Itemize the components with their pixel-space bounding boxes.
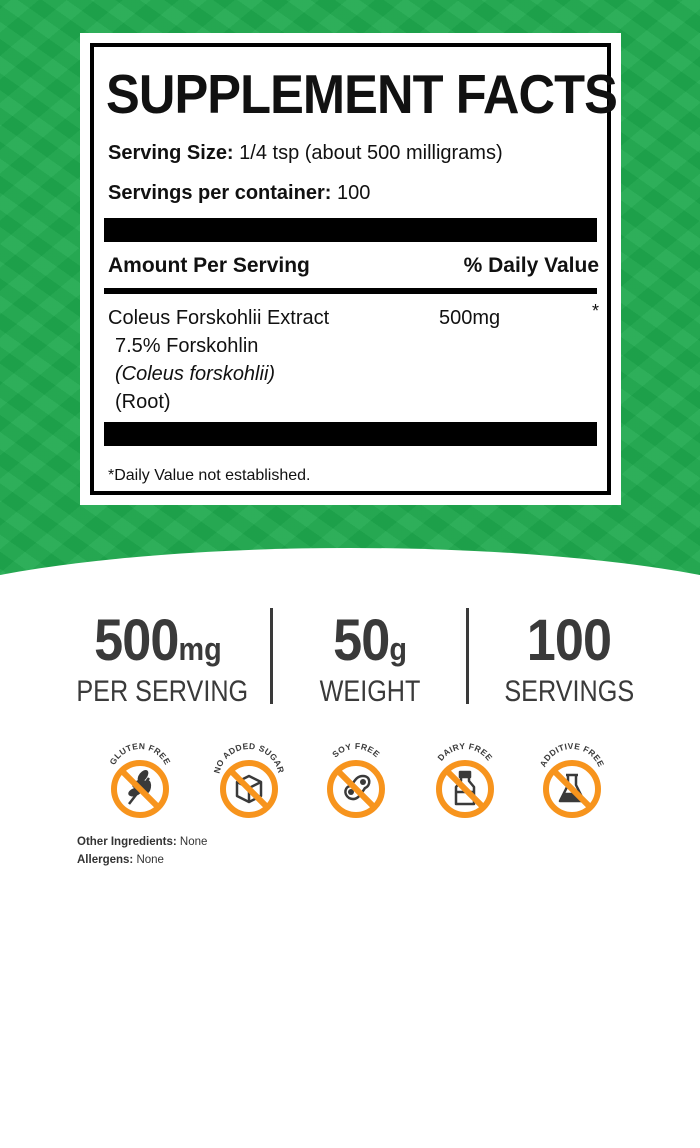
stat-label: SERVINGS [504,675,634,708]
supplement-facts-box [90,43,618,495]
svg-text:SOY FREE [330,741,382,759]
stat-unit: g [389,631,407,667]
serving-size-line [108,143,503,163]
badge-label: GLUTEN FREE [107,740,173,767]
stat-divider [466,608,469,704]
other-ingredients-label: Other Ingredients: [77,836,177,848]
servings-label: Servings per container: [108,182,332,204]
stat-value: 500 [94,608,179,673]
other-ingredients [77,837,207,849]
ingredient-line-1: Coleus Forskohlii Extract [108,307,330,329]
daily-value-header: % Daily Value [463,254,599,277]
stat-label: WEIGHT [319,675,421,708]
allergens [77,855,164,867]
badge-gluten-free [95,732,185,822]
badge-no-added-sugar [204,732,294,822]
svg-text:NO ADDED SUGAR [212,741,287,775]
ingredient-line-3: (Coleus forskohlii) [115,363,276,385]
allergens-label: Allergens: [77,854,134,866]
other-ingredients-value: None [179,836,208,848]
badge-label: NO ADDED SUGAR [211,740,287,775]
stat-unit: mg [178,631,222,667]
badge-label: DAIRY FREE [435,740,495,763]
ingredient-line-2: 7.5% Forskohlin [115,335,259,357]
footnote: *Daily Value not established. [108,467,311,484]
ingredient-line-4: (Root) [115,391,171,413]
facts-title: SUPPLEMENT FACTS [106,63,618,125]
serving-size-value: 1/4 tsp (about 500 milligrams) [239,142,503,164]
servings-value: 100 [336,182,371,204]
ingredient-name [108,304,329,416]
stat-value: 50 [333,608,390,673]
thick-divider-top [104,218,597,242]
stat-weight [282,608,458,708]
badge-soy-free [311,732,401,822]
amount-per-serving-header: Amount Per Serving [108,254,310,277]
supplement-facts-panel [80,33,621,505]
thick-divider-bottom [104,422,597,446]
svg-text:DAIRY FREE [435,741,494,763]
stat-value: 100 [526,608,612,673]
stat-per-serving [60,608,256,708]
badge-label: SOY FREE [330,740,382,760]
serving-size-label: Serving Size: [108,142,234,164]
stat-divider [270,608,273,704]
stat-label: PER SERVING [76,675,249,708]
thin-divider [104,288,597,294]
servings-per-container-line [108,183,370,203]
badge-dairy-free [420,732,510,822]
badge-label: ADDITIVE FREE [537,740,607,769]
ingredient-daily-value: * [591,301,599,321]
badge-additive-free [527,732,617,822]
ingredient-amount: 500mg [439,307,501,329]
allergens-value: None [136,854,164,866]
stat-servings [474,608,664,708]
